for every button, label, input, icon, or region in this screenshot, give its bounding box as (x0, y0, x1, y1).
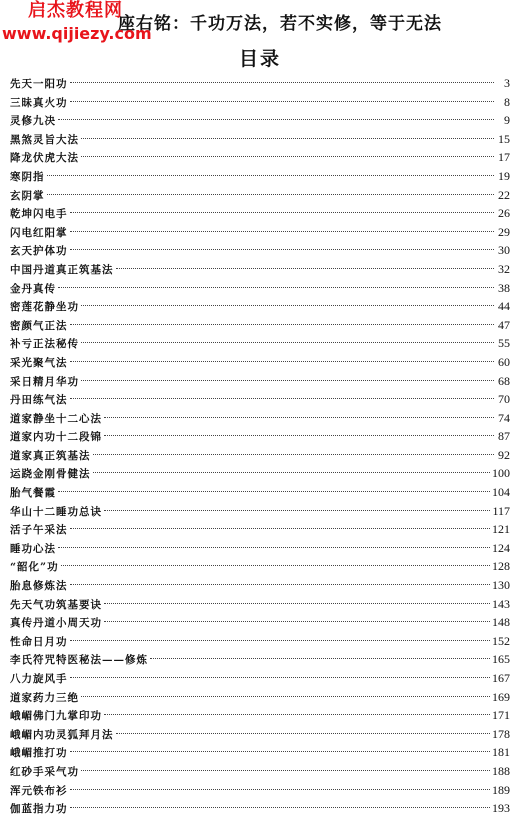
toc-entry[interactable] (10, 464, 510, 483)
toc-leader-dots (104, 603, 490, 604)
toc-leader-dots (81, 380, 494, 381)
toc-leader-dots (70, 528, 491, 529)
toc-entry-page: 152 (492, 633, 510, 648)
toc-entry-page: 70 (498, 392, 510, 407)
toc-leader-dots (93, 454, 495, 455)
toc-entry[interactable] (10, 334, 510, 353)
toc-entry[interactable] (10, 74, 510, 93)
toc-entry[interactable] (10, 539, 510, 558)
toc-leader-dots (58, 491, 490, 492)
toc-entry-title[interactable]: 黑煞灵旨大法 (10, 133, 79, 146)
toc-entry-page: 148 (492, 615, 510, 630)
toc-entry-page: 189 (492, 782, 510, 797)
toc-leader-dots (150, 658, 490, 659)
toc-entry-page: 117 (492, 503, 510, 518)
toc-entry[interactable] (10, 260, 510, 279)
toc-entry[interactable] (10, 743, 510, 762)
toc-entry-title[interactable]: 道家静坐十二心法 (10, 412, 102, 425)
toc-leader-dots (61, 565, 490, 566)
watermark-name: 启杰教程网 (28, 0, 123, 21)
toc-leader-dots (81, 138, 494, 139)
toc-entry-title[interactable]: 李氏符咒特医秘法——修炼 (10, 654, 148, 667)
toc-entry-title[interactable]: 灵修九决 (10, 115, 56, 128)
toc-entry-title[interactable]: 真传丹道小周天功 (10, 617, 102, 630)
toc-leader-dots (116, 268, 495, 269)
toc-entry-title[interactable]: 胎息修炼法 (10, 580, 68, 593)
toc-entry-page: 130 (492, 578, 510, 593)
table-of-contents (10, 74, 510, 818)
toc-entry[interactable] (10, 799, 510, 818)
motto-heading: 座右铭：千功万法，若不实修，等于无法 (118, 14, 442, 34)
toc-entry-page: 87 (498, 429, 510, 444)
toc-entry[interactable] (10, 204, 510, 223)
toc-leader-dots (58, 119, 494, 120)
toc-leader-dots (47, 175, 495, 176)
toc-leader-dots (81, 156, 494, 157)
toc-entry[interactable] (10, 502, 510, 521)
toc-entry-title[interactable]: 采日精月华功 (10, 375, 79, 388)
toc-leader-dots (70, 231, 495, 232)
toc-entry-title[interactable]: 先天一阳功 (10, 78, 68, 90)
toc-entry-page: 193 (492, 801, 510, 816)
toc-leader-dots (70, 82, 495, 83)
toc-entry-title[interactable]: 密莲花静坐功 (10, 301, 79, 314)
toc-entry-page: 74 (498, 410, 510, 425)
toc-entry-title[interactable]: 中国丹道真正筑基法 (10, 263, 114, 276)
toc-leader-dots (81, 342, 494, 343)
toc-entry[interactable] (10, 223, 510, 242)
toc-leader-dots (70, 677, 491, 678)
toc-entry-page: 47 (498, 317, 510, 332)
toc-entry[interactable] (10, 725, 510, 744)
toc-entry-title[interactable]: 道家真正筑基法 (10, 449, 91, 462)
toc-entry-title[interactable]: 性命日月功 (10, 635, 68, 648)
toc-entry-title[interactable]: 丹田练气法 (10, 394, 68, 407)
toc-entry-title[interactable]: 玄阴掌 (10, 189, 45, 202)
toc-entry-page: 143 (492, 596, 510, 611)
toc-entry[interactable] (10, 762, 510, 781)
toc-leader-dots (70, 101, 495, 102)
toc-entry-page: 15 (498, 131, 510, 146)
toc-entry-page: 22 (498, 187, 510, 202)
toc-entry-page: 26 (498, 206, 510, 221)
toc-leader-dots (70, 361, 495, 362)
toc-entry-page: 44 (498, 299, 510, 314)
toc-entry-title[interactable]: 运跷金刚骨健法 (10, 468, 91, 481)
toc-entry[interactable] (10, 372, 510, 391)
toc-leader-dots (116, 733, 491, 734)
toc-entry-page: 128 (492, 559, 510, 574)
toc-entry-title[interactable]: “韶化”功 (10, 561, 59, 574)
toc-entry-title[interactable]: 寒阴指 (10, 170, 45, 183)
toc-entry-page: 121 (492, 522, 510, 537)
toc-leader-dots (70, 807, 491, 808)
toc-entry-page: 38 (498, 280, 510, 295)
toc-entry[interactable] (10, 557, 510, 576)
toc-entry-page: 9 (504, 113, 510, 128)
toc-leader-dots (47, 194, 495, 195)
toc-entry-page: 30 (498, 243, 510, 258)
toc-entry-page: 181 (492, 745, 510, 760)
toc-entry-title[interactable]: 先天气功筑基要诀 (10, 598, 102, 611)
toc-entry[interactable] (10, 688, 510, 707)
toc-leader-dots (81, 696, 490, 697)
toc-entry-title[interactable]: 峨嵋内功灵狐拜月法 (10, 728, 114, 741)
toc-entry-page: 188 (492, 763, 510, 778)
toc-entry-page: 68 (498, 373, 510, 388)
toc-entry[interactable] (10, 167, 510, 186)
toc-leader-dots (70, 212, 495, 213)
toc-entry[interactable] (10, 576, 510, 595)
toc-entry[interactable] (10, 130, 510, 149)
toc-entry[interactable] (10, 446, 510, 465)
toc-entry-title[interactable]: 浑元铁布衫 (10, 784, 68, 797)
toc-entry-page: 100 (492, 466, 510, 481)
toc-entry[interactable] (10, 427, 510, 446)
toc-entry-title[interactable]: 密颜气正法 (10, 319, 68, 332)
toc-entry[interactable] (10, 186, 510, 205)
toc-entry-page: 92 (498, 447, 510, 462)
toc-entry[interactable] (10, 316, 510, 335)
toc-entry-page: 55 (498, 336, 510, 351)
toc-entry-title[interactable]: 华山十二睡功总诀 (10, 505, 102, 518)
toc-entry[interactable] (10, 241, 510, 260)
toc-leader-dots (70, 751, 491, 752)
toc-entry-page: 124 (492, 540, 510, 555)
toc-leader-dots (58, 287, 494, 288)
toc-entry[interactable] (10, 632, 510, 651)
toc-leader-dots (70, 324, 495, 325)
toc-entry-title[interactable]: 采光聚气法 (10, 356, 68, 369)
toc-entry-page: 171 (492, 708, 510, 723)
toc-entry-page: 3 (504, 76, 510, 90)
toc-entry[interactable] (10, 111, 510, 130)
toc-entry[interactable] (10, 483, 510, 502)
toc-leader-dots (93, 472, 491, 473)
toc-entry[interactable] (10, 595, 510, 614)
toc-leader-dots (81, 770, 490, 771)
toc-leader-dots (70, 249, 495, 250)
toc-entry-page: 17 (498, 150, 510, 165)
toc-entry[interactable] (10, 650, 510, 669)
toc-leader-dots (104, 510, 490, 511)
toc-entry[interactable] (10, 706, 510, 725)
toc-leader-dots (104, 621, 490, 622)
toc-entry-page: 19 (498, 168, 510, 183)
toc-entry[interactable] (10, 93, 510, 112)
toc-entry-title[interactable]: 闪电红阳掌 (10, 226, 68, 239)
toc-entry-title[interactable]: 道家内功十二段锦 (10, 431, 102, 444)
toc-entry-page: 29 (498, 224, 510, 239)
toc-entry-page: 178 (492, 726, 510, 741)
toc-entry[interactable] (10, 409, 510, 428)
toc-entry[interactable] (10, 148, 510, 167)
toc-entry-page: 32 (498, 261, 510, 276)
toc-entry-title[interactable]: 降龙伏虎大法 (10, 152, 79, 165)
toc-entry-title[interactable]: 补亏正法秘传 (10, 338, 79, 351)
site-watermark (2, 2, 152, 42)
toc-leader-dots (81, 305, 494, 306)
page-title: 目录 (238, 48, 281, 70)
toc-leader-dots (104, 417, 494, 418)
toc-entry[interactable] (10, 669, 510, 688)
toc-entry-page: 8 (504, 94, 510, 109)
toc-leader-dots (104, 714, 490, 715)
toc-leader-dots (70, 398, 495, 399)
toc-entry-title[interactable]: 金丹真传 (10, 282, 56, 295)
toc-entry-title[interactable]: 红砂手采气功 (10, 765, 79, 778)
watermark-url: www.qijiezy.com (2, 24, 152, 43)
toc-entry-title[interactable]: 三昧真火功 (10, 96, 68, 109)
toc-entry-title[interactable]: 活子午采法 (10, 524, 68, 537)
toc-entry-title[interactable]: 峨嵋推打功 (10, 747, 68, 760)
toc-entry-page: 104 (492, 485, 510, 500)
toc-entry[interactable] (10, 613, 510, 632)
toc-entry-title[interactable]: 胎气餐霞 (10, 487, 56, 500)
toc-entry[interactable] (10, 390, 510, 409)
toc-entry-title[interactable]: 八力旋风手 (10, 673, 68, 685)
toc-entry-title[interactable]: 峨嵋佛门九掌印功 (10, 710, 102, 723)
toc-entry[interactable] (10, 353, 510, 372)
toc-leader-dots (70, 640, 491, 641)
toc-entry[interactable] (10, 297, 510, 316)
toc-entry-title[interactable]: 玄天护体功 (10, 245, 68, 258)
toc-entry-page: 169 (492, 689, 510, 704)
toc-leader-dots (104, 435, 494, 436)
toc-entry-title[interactable]: 道家药力三绝 (10, 691, 79, 704)
toc-entry[interactable] (10, 781, 510, 800)
toc-entry[interactable] (10, 520, 510, 539)
toc-entry-page: 165 (492, 652, 510, 667)
toc-leader-dots (70, 584, 491, 585)
toc-entry-page: 167 (492, 671, 510, 685)
toc-entry-title[interactable]: 睡功心法 (10, 542, 56, 555)
toc-entry-title[interactable]: 伽蓝指力功 (10, 803, 68, 816)
toc-entry-title[interactable]: 乾坤闪电手 (10, 208, 68, 221)
toc-entry-page: 60 (498, 354, 510, 369)
toc-entry[interactable] (10, 279, 510, 298)
toc-leader-dots (70, 789, 491, 790)
toc-leader-dots (58, 547, 490, 548)
